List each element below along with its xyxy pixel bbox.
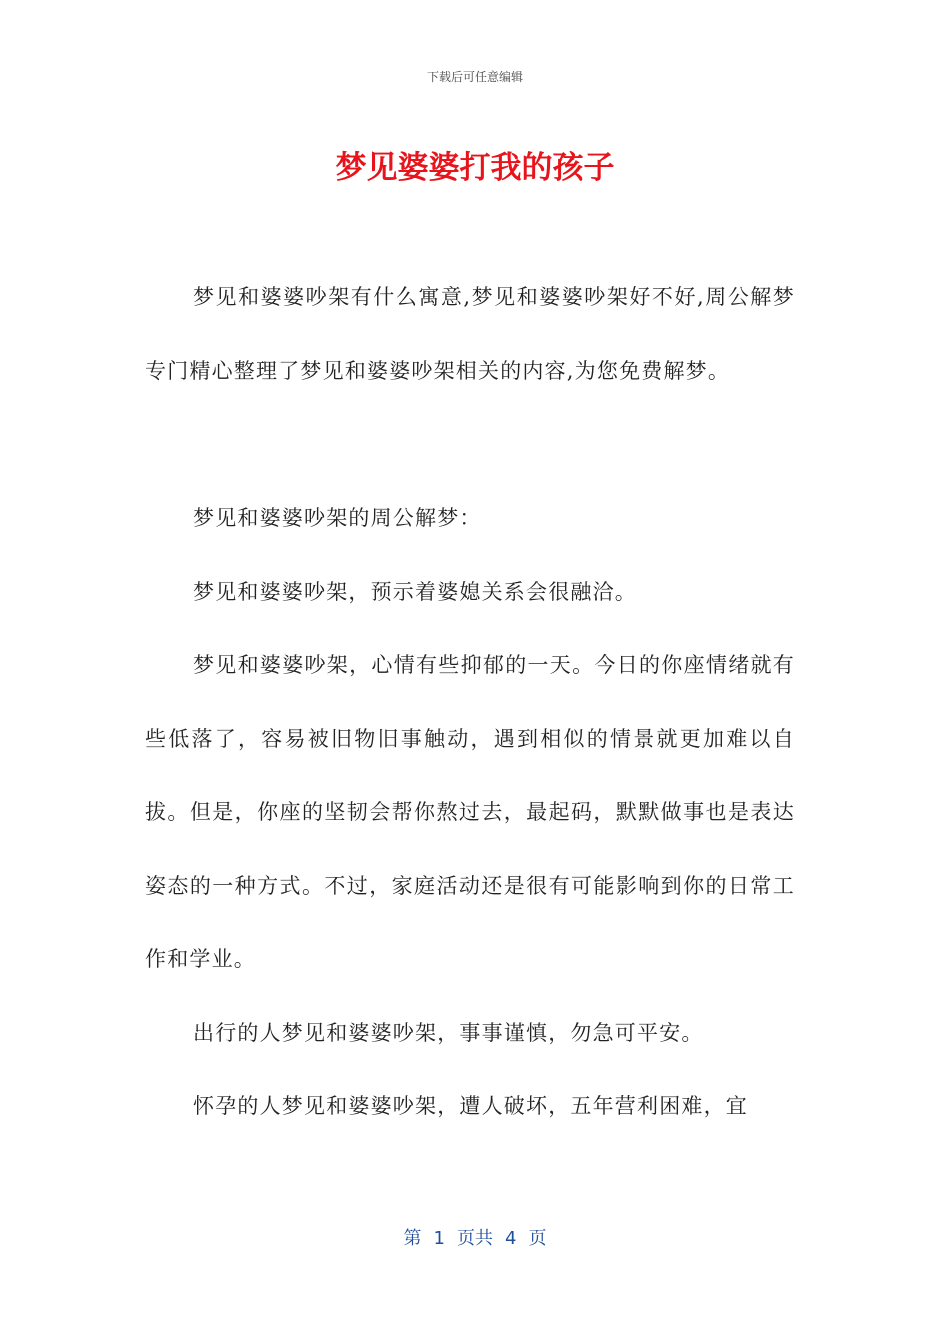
paragraph: 梦见和婆婆吵架，预示着婆媳关系会很融洽。 (193, 579, 637, 604)
paragraph: 出行的人梦见和婆婆吵架，事事谨慎，勿急可平安。 (193, 1020, 704, 1045)
page-label-mid: 页共 (457, 1228, 493, 1249)
page-total: 4 (505, 1228, 517, 1249)
page-current: 1 (433, 1228, 445, 1249)
intro-section (145, 261, 795, 408)
main-section (145, 482, 795, 1144)
document-title: 梦见婆婆打我的孩子 (335, 150, 615, 186)
header-note: 下载后可任意编辑 (426, 70, 523, 84)
paragraph: 怀孕的人梦见和婆婆吵架，遭人破坏，五年营利困难，宜 (193, 1094, 748, 1118)
page-label-suffix: 页 (528, 1228, 547, 1249)
paragraph-heading: 梦见和婆婆吵架的周公解梦： (193, 506, 482, 530)
page-label-prefix: 第 (403, 1228, 422, 1249)
paragraph: 梦见和婆婆吵架，心情有些抑郁的一天。今日的你座情绪就有些低落了，容易被旧物旧事触动，遇到相似的情景就更加难以自拔。但是，你座的坚韧会帮你熬过去，最起码，默默做事也是表达姿态的一种方式。不过，家庭活动还是很有可能影响到你的日常工作和学业。 (145, 653, 795, 971)
page-footer (0, 1224, 950, 1250)
intro-paragraph: 梦见和婆婆吵架有什么寓意,梦见和婆婆吵架好不好,周公解梦专门精心整理了梦见和婆婆吵架相关的内容,为您免费解梦。 (145, 285, 795, 383)
